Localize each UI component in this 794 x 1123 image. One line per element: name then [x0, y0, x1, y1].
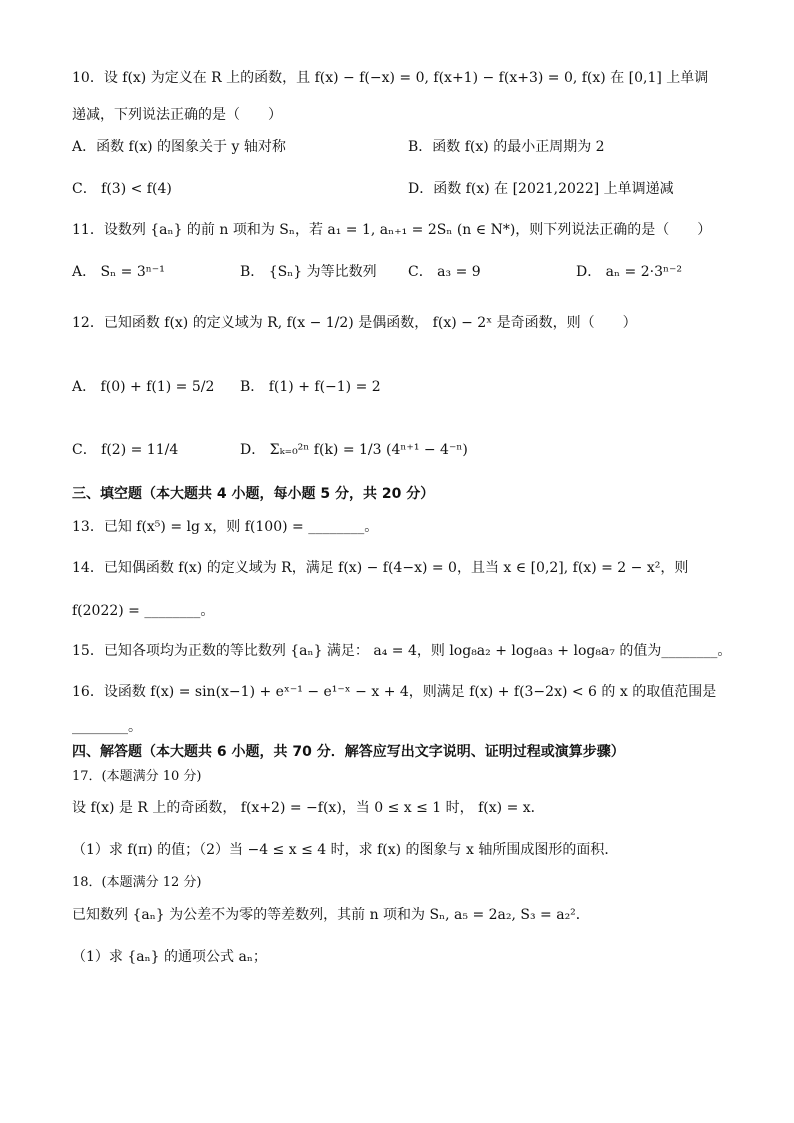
- q10-stem-line2: 递减，下列说法正确的是（ ）: [72, 107, 282, 123]
- q18-stem-line2: （1）求 {aₙ} 的通项公式 aₙ；: [72, 949, 267, 965]
- q14-stem-line2: f(2022) = ________。: [72, 603, 215, 619]
- q14-stem-line1: 14．已知偶函数 f(x) 的定义域为 R，满足 f(x) − f(4−x) = 0，且当 x ∈ [0,2], f(x) = 2 − x²，则: [72, 560, 689, 576]
- q10-option-b: B．函数 f(x) 的最小正周期为 2: [408, 139, 605, 155]
- q16-stem-line2: ________。: [72, 719, 142, 735]
- q10-stem-line1: 10．设 f(x) 为定义在 R 上的函数，且 f(x) − f(−x) = 0, f(x+1) − f(x+3) = 0, f(x) 在 [0,1] 上单调: [72, 70, 709, 86]
- q13-stem: 13．已知 f(x⁵) = lg x，则 f(100) = ________。: [72, 519, 379, 535]
- q17-stem-line2: （1）求 f(π) 的值；（2）当 −4 ≤ x ≤ 4 时，求 f(x) 的图象与 x 轴所围成图形的面积．: [72, 842, 619, 858]
- q17-heading: 17．(本题满分 10 分): [72, 769, 202, 784]
- q16-stem-line1: 16．设函数 f(x) = sin(x−1) + eˣ⁻¹ − e¹⁻ˣ − x + 4，则满足 f(x) + f(3−2x) < 6 的 x 的取值范围是: [72, 684, 717, 700]
- q18-stem-line1: 已知数列 {aₙ} 为公差不为零的等差数列，其前 n 项和为 Sₙ, a₅ = 2a₂, S₃ = a₂²．: [72, 907, 590, 923]
- q11-stem: 11．设数列 {aₙ} 的前 n 项和为 Sₙ，若 a₁ = 1, aₙ₊₁ = 2Sₙ (n ∈ N*)，则下列说法正确的是（ ）: [72, 222, 712, 238]
- q12-stem: 12．已知函数 f(x) 的定义域为 R, f(x − 1/2) 是偶函数， f(x) − 2ˣ 是奇函数，则（ ）: [72, 315, 637, 331]
- q15-stem: 15．已知各项均为正数的等比数列 {aₙ} 满足： a₄ = 4，则 log₈a₂ + log₈a₃ + log₈a₇ 的值为________。: [72, 643, 732, 659]
- section-4-heading: 四、解答题（本大题共 6 小题，共 70 分．解答应写出文字说明、证明过程或演算步骤）: [72, 744, 625, 760]
- q18-heading: 18．(本题满分 12 分): [72, 875, 202, 890]
- q12-option-a: A． f(0) + f(1) = 5/2: [72, 379, 215, 395]
- q11-option-d: D． aₙ = 2·3ⁿ⁻²: [576, 264, 683, 280]
- q12-option-c: C． f(2) = 11/4: [72, 442, 179, 458]
- q11-option-c: C． a₃ = 9: [408, 264, 481, 280]
- q11-option-b: B． {Sₙ} 为等比数列: [240, 264, 377, 280]
- q10-option-a: A．函数 f(x) 的图象关于 y 轴对称: [72, 139, 286, 155]
- q11-option-a: A． Sₙ = 3ⁿ⁻¹: [72, 264, 165, 280]
- section-3-heading: 三、填空题（本大题共 4 小题，每小题 5 分，共 20 分）: [72, 486, 435, 502]
- q12-option-b: B． f(1) + f(−1) = 2: [240, 379, 381, 395]
- q12-option-d: D． Σₖ₌₀²ⁿ f(k) = 1/3 (4ⁿ⁺¹ − 4⁻ⁿ): [240, 442, 468, 458]
- q17-stem-line1: 设 f(x) 是 R 上的奇函数， f(x+2) = −f(x)，当 0 ≤ x ≤ 1 时， f(x) = x．: [72, 800, 545, 816]
- q10-option-c: C． f(3) < f(4): [72, 181, 172, 197]
- q10-option-d: D．函数 f(x) 在 [2021,2022] 上单调递减: [408, 181, 674, 197]
